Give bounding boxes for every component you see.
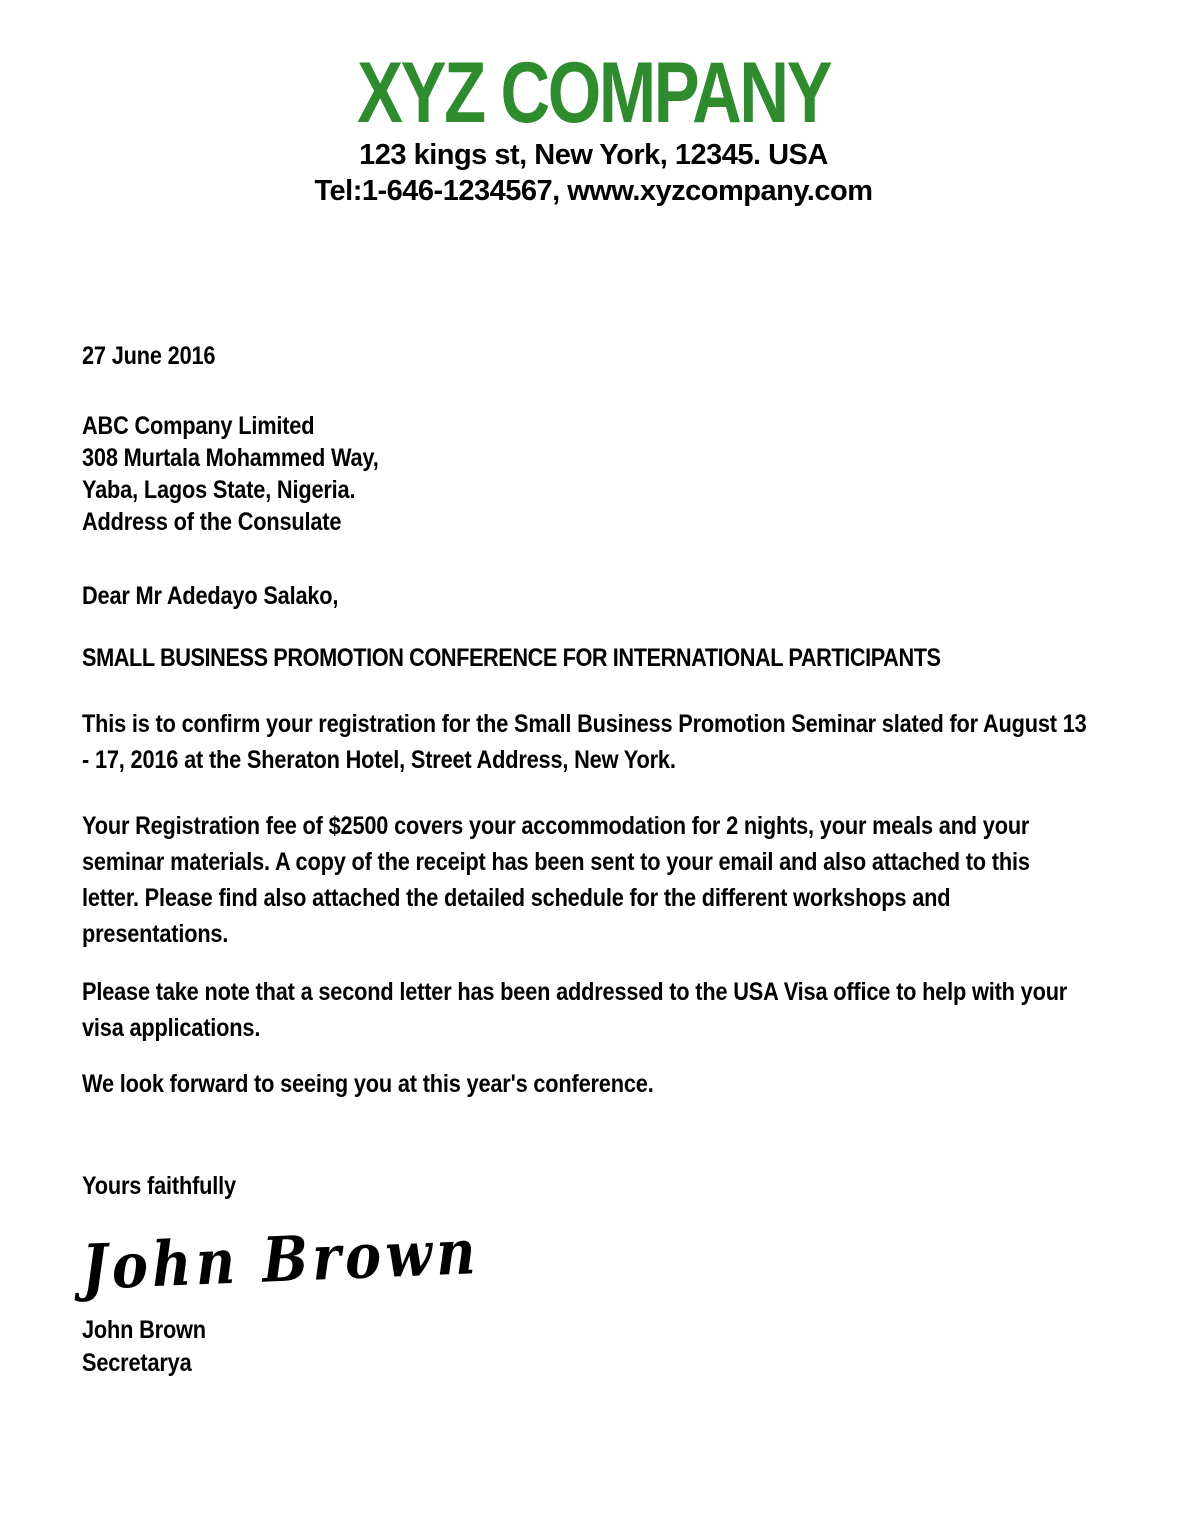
body-paragraph: We look forward to seeing you at this year's conference. xyxy=(82,1070,654,1098)
company-address: 123 kings st, New York, 12345. USA xyxy=(359,139,828,171)
body-paragraph: Your Registration fee of $2500 covers your accommodation for 2 nights, your meals and your seminar materials. A copy of the receipt has been sent to your email and also attached to this letter. Please find also attached the detailed schedule for the different workshops and presentations. xyxy=(82,812,1030,948)
company-name: XYZ COMPANY xyxy=(356,45,831,141)
letterhead xyxy=(0,0,1187,208)
recipient-line: Yaba, Lagos State, Nigeria. xyxy=(82,476,356,504)
signature: John Brown xyxy=(80,1215,481,1304)
signer-title: Secretarya xyxy=(82,1349,192,1377)
body-paragraph: Please take note that a second letter has been addressed to the USA Visa office to help with your visa applications. xyxy=(82,978,1068,1042)
subject-line: SMALL BUSINESS PROMOTION CONFERENCE FOR INTERNATIONAL PARTICIPANTS xyxy=(82,644,941,672)
recipient-line: ABC Company Limited xyxy=(82,412,315,440)
body-paragraph: This is to confirm your registration for the Small Business Promotion Seminar slated for August 13 - 17, 2016 at the Sheraton Hotel, Street Address, New York. xyxy=(82,710,1087,774)
letter-body xyxy=(82,338,1092,1380)
closing: Yours faithfully xyxy=(82,1172,236,1200)
signer-name: John Brown xyxy=(82,1316,206,1344)
salutation: Dear Mr Adedayo Salako, xyxy=(82,582,339,610)
recipient-line: 308 Murtala Mohammed Way, xyxy=(82,444,379,472)
letter-date: 27 June 2016 xyxy=(82,342,216,370)
company-contact: Tel:1-646-1234567, www.xyzcompany.com xyxy=(314,175,873,207)
recipient-line: Address of the Consulate xyxy=(82,508,342,536)
recipient-block xyxy=(82,410,1092,538)
signer-block xyxy=(82,1314,1092,1380)
